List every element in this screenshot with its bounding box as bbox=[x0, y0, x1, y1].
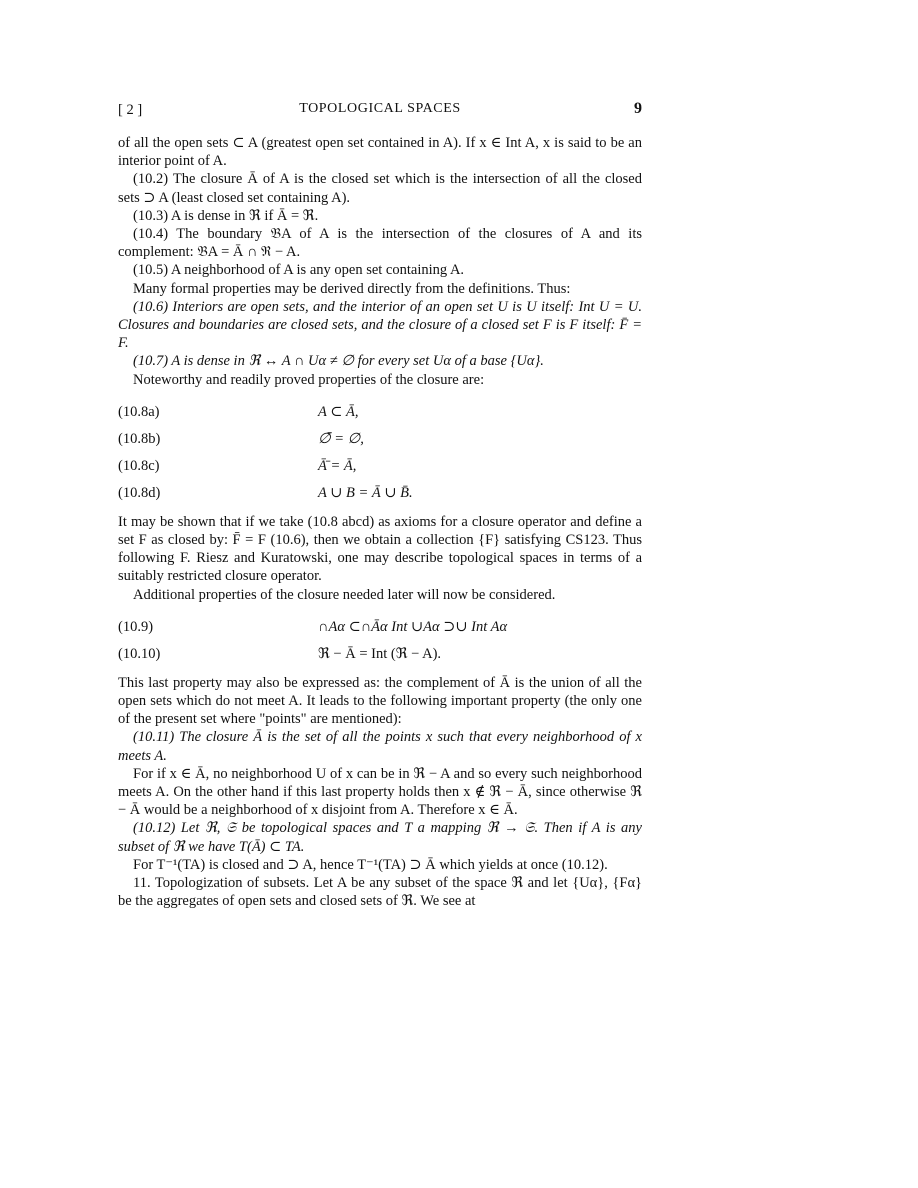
running-title: TOPOLOGICAL SPACES bbox=[299, 101, 461, 116]
equation: A ∪ B = Ā ∪ B̄. bbox=[318, 484, 413, 501]
equation-row bbox=[118, 397, 642, 424]
equation: A ⊂ Ā, bbox=[318, 403, 359, 420]
definition-boundary: (10.4) The boundary 𝔅A of A is the intersection of the closures of A and its complement: 𝔅A = Ā ∩ ℜ − A. bbox=[118, 226, 642, 261]
proof: For T⁻¹(TA) is closed and ⊃ A, hence T⁻¹(TA) ⊃ Ā which yields at once (10.12). bbox=[133, 856, 608, 873]
page-number: 9 bbox=[634, 100, 642, 117]
equation-row bbox=[118, 424, 642, 451]
paragraph: of all the open sets ⊂ A (greatest open set contained in A). If x ∈ Int A, x is said to be an interior point of A. bbox=[118, 135, 642, 170]
equation-label: (10.8c) bbox=[118, 457, 160, 474]
proof: For if x ∈ Ā, no neighborhood U of x can be in ℜ − A and so every such neighborhood meets A. On the other hand if this last property holds then x ∉ ℜ − Ā, since otherwise ℜ − Ā would be a neighborhood of x disjoint from A. Therefore x ∈ Ā. bbox=[118, 765, 642, 819]
page-body bbox=[118, 134, 642, 911]
theorem-10-7: (10.7) A is dense in ℜ ↔ A ∩ Uα ≠ ∅ for every set Uα of a base {Uα}. bbox=[133, 353, 544, 370]
definition-closure: (10.2) The closure Ā of A is the closed set which is the intersection of all the closed sets ⊃ A (least closed set containing A). bbox=[118, 171, 642, 206]
equation-row bbox=[118, 639, 642, 666]
theorem-10-6: (10.6) Interiors are open sets, and the interior of an open set U is U itself: Int U = U. Closures and boundaries are closed sets, and the closure of a closed set F is F itself: F̄ = F. bbox=[118, 298, 642, 352]
paragraph: It may be shown that if we take (10.8 abcd) as axioms for a closure operator and define a set F as closed by: F̄ = F (10.6), then we obtain a collection {F} satisfying CS123. Thus following F. Riesz and Kuratowski, one may describe topological spaces in terms of a suitably restricted closure operator. bbox=[118, 513, 642, 585]
equation-label: (10.8a) bbox=[118, 403, 160, 420]
equation-label: (10.9) bbox=[118, 618, 154, 635]
equation-label: (10.8d) bbox=[118, 484, 161, 501]
running-header bbox=[118, 100, 642, 122]
equation: ∅̄ = ∅, bbox=[318, 430, 364, 447]
paragraph: Additional properties of the closure needed later will now be considered. bbox=[133, 586, 556, 603]
equation-label: (10.10) bbox=[118, 645, 161, 662]
equation-row bbox=[118, 478, 642, 505]
equation-row bbox=[118, 451, 642, 478]
definition-dense: (10.3) A is dense in ℜ if Ā = ℜ. bbox=[133, 207, 319, 224]
theorem-10-11: (10.11) The closure Ā is the set of all the points x such that every neighborhood of x meets A. bbox=[118, 729, 642, 764]
equation-row bbox=[118, 612, 642, 639]
equation: ℜ − Ā = Int (ℜ − A). bbox=[318, 645, 442, 662]
equation: ∩Aα ⊂∩Āα Int ∪Aα ⊃∪ Int Aα bbox=[318, 618, 508, 635]
section-11-start: 11. Topologization of subsets. Let A be any subset of the space ℜ and let {Uα}, {Fα} be the aggregates of open sets and closed sets of ℜ. We see at bbox=[118, 875, 642, 910]
definition-neighborhood: (10.5) A neighborhood of A is any open set containing A. bbox=[133, 262, 465, 279]
theorem-10-12: (10.12) Let ℜ, 𝔖 be topological spaces and T a mapping ℜ → 𝔖. Then if A is any subset of ℜ we have T(Ā) ⊂ TA. bbox=[118, 820, 642, 855]
equation-label: (10.8b) bbox=[118, 430, 161, 447]
paragraph: Many formal properties may be derived directly from the definitions. Thus: bbox=[133, 280, 571, 297]
section-label: [ 2 ] bbox=[118, 102, 143, 118]
equation: Ā̄ = Ā, bbox=[318, 457, 357, 474]
paragraph: This last property may also be expressed as: the complement of Ā is the union of all the open sets which do not meet A. It leads to the following important property (the only one of the present set where "points" are mentioned): bbox=[118, 674, 642, 728]
paragraph: Noteworthy and readily proved properties of the closure are: bbox=[133, 371, 485, 388]
